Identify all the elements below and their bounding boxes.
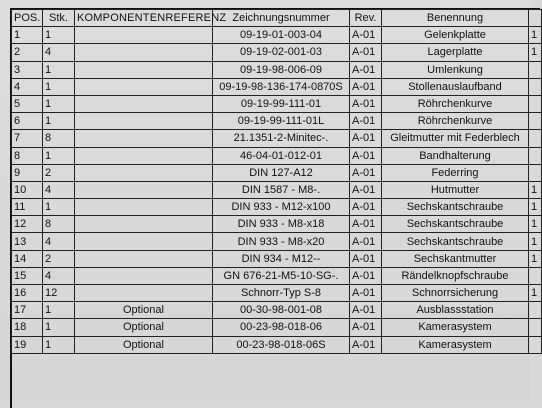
cell-zeichnungsnummer[interactable]: DIN 127-A12 bbox=[213, 164, 350, 181]
cell-extra[interactable] bbox=[529, 267, 542, 284]
cell-stk[interactable]: 4 bbox=[43, 181, 75, 198]
cell-benennung[interactable]: Kamerasystem bbox=[382, 336, 529, 353]
header-rev[interactable]: Rev. bbox=[350, 10, 382, 27]
cell-stk[interactable]: 1 bbox=[43, 302, 75, 319]
cell-pos[interactable]: 6 bbox=[12, 113, 43, 130]
cell-rev[interactable]: A-01 bbox=[350, 250, 382, 267]
cell-extra[interactable]: 1 bbox=[529, 27, 542, 44]
table-row[interactable] bbox=[12, 61, 542, 78]
cell-pos[interactable]: 15 bbox=[12, 267, 43, 284]
cell-pos[interactable]: 19 bbox=[12, 336, 43, 353]
table-body bbox=[12, 27, 542, 354]
cell-benennung[interactable]: Röhrchenkurve bbox=[382, 113, 529, 130]
cell-komponentenreferenz[interactable] bbox=[75, 61, 213, 78]
table-row[interactable] bbox=[12, 164, 542, 181]
cell-benennung[interactable]: Sechskantschraube bbox=[382, 233, 529, 250]
cell-benennung[interactable]: Lagerplatte bbox=[382, 44, 529, 61]
cell-extra[interactable]: 1 bbox=[529, 199, 542, 216]
cell-rev[interactable]: A-01 bbox=[350, 164, 382, 181]
cell-pos[interactable]: 11 bbox=[12, 199, 43, 216]
header-komponentenreferenz[interactable]: KOMPONENTENREFERENZ bbox=[75, 10, 213, 27]
cell-stk[interactable]: 4 bbox=[43, 233, 75, 250]
cell-rev[interactable]: A-01 bbox=[350, 267, 382, 284]
cell-stk[interactable]: 1 bbox=[43, 199, 75, 216]
cell-zeichnungsnummer[interactable]: 09-19-99-111-01L bbox=[213, 113, 350, 130]
cell-zeichnungsnummer[interactable]: DIN 933 - M12-x100 bbox=[213, 199, 350, 216]
cell-rev[interactable]: A-01 bbox=[350, 130, 382, 147]
cell-benennung[interactable]: Gleitmutter mit Federblech bbox=[382, 130, 529, 147]
cell-komponentenreferenz[interactable] bbox=[75, 267, 213, 284]
cell-stk[interactable]: 1 bbox=[43, 113, 75, 130]
table-row[interactable] bbox=[12, 95, 542, 112]
cell-rev[interactable]: A-01 bbox=[350, 233, 382, 250]
cell-pos[interactable]: 8 bbox=[12, 147, 43, 164]
cell-rev[interactable]: A-01 bbox=[350, 78, 382, 95]
cell-extra[interactable]: 1 bbox=[529, 216, 542, 233]
cell-komponentenreferenz[interactable] bbox=[75, 181, 213, 198]
cell-pos[interactable]: 2 bbox=[12, 44, 43, 61]
cell-zeichnungsnummer[interactable]: 09-19-98-006-09 bbox=[213, 61, 350, 78]
cell-extra[interactable]: 1 bbox=[529, 44, 542, 61]
cell-pos[interactable]: 13 bbox=[12, 233, 43, 250]
cell-extra[interactable] bbox=[529, 113, 542, 130]
cell-benennung[interactable]: Röhrchenkurve bbox=[382, 95, 529, 112]
cell-extra[interactable]: 1 bbox=[529, 285, 542, 302]
cell-komponentenreferenz[interactable] bbox=[75, 199, 213, 216]
cell-rev[interactable]: A-01 bbox=[350, 61, 382, 78]
cell-extra[interactable] bbox=[529, 336, 542, 353]
cell-stk[interactable]: 1 bbox=[43, 27, 75, 44]
table-row[interactable] bbox=[12, 78, 542, 95]
cell-komponentenreferenz[interactable]: Optional bbox=[75, 302, 213, 319]
cell-komponentenreferenz[interactable] bbox=[75, 44, 213, 61]
cell-benennung[interactable]: Hutmutter bbox=[382, 181, 529, 198]
cell-rev[interactable]: A-01 bbox=[350, 302, 382, 319]
table-row[interactable] bbox=[12, 44, 542, 61]
cell-pos[interactable]: 16 bbox=[12, 285, 43, 302]
cell-extra[interactable] bbox=[529, 319, 542, 336]
bill-of-materials-table bbox=[11, 9, 542, 354]
cell-pos[interactable]: 3 bbox=[12, 61, 43, 78]
cell-pos[interactable]: 14 bbox=[12, 250, 43, 267]
cell-komponentenreferenz[interactable] bbox=[75, 147, 213, 164]
cell-zeichnungsnummer[interactable]: DIN 933 - M8-x20 bbox=[213, 233, 350, 250]
header-benennung[interactable]: Benennung bbox=[382, 10, 529, 27]
cell-zeichnungsnummer[interactable]: 09-19-99-111-01 bbox=[213, 95, 350, 112]
cell-benennung[interactable]: Kamerasystem bbox=[382, 319, 529, 336]
cell-zeichnungsnummer[interactable]: 09-19-01-003-04 bbox=[213, 27, 350, 44]
table-row[interactable] bbox=[12, 199, 542, 216]
cell-rev[interactable]: A-01 bbox=[350, 95, 382, 112]
cell-extra[interactable] bbox=[529, 302, 542, 319]
cell-benennung[interactable]: Sechskantschraube bbox=[382, 216, 529, 233]
cell-komponentenreferenz[interactable] bbox=[75, 27, 213, 44]
cell-extra[interactable] bbox=[529, 130, 542, 147]
cell-stk[interactable]: 1 bbox=[43, 78, 75, 95]
cell-pos[interactable]: 12 bbox=[12, 216, 43, 233]
cell-pos[interactable]: 10 bbox=[12, 181, 43, 198]
cell-pos[interactable]: 1 bbox=[12, 27, 43, 44]
cell-komponentenreferenz[interactable] bbox=[75, 216, 213, 233]
header-pos[interactable]: POS. bbox=[12, 10, 43, 27]
cell-rev[interactable]: A-01 bbox=[350, 199, 382, 216]
cell-rev[interactable]: A-01 bbox=[350, 113, 382, 130]
cell-stk[interactable]: 8 bbox=[43, 216, 75, 233]
cell-zeichnungsnummer[interactable]: 21.1351-2-Minitec-. bbox=[213, 130, 350, 147]
cell-komponentenreferenz[interactable] bbox=[75, 95, 213, 112]
cell-benennung[interactable]: Sechskantmutter bbox=[382, 250, 529, 267]
cell-stk[interactable]: 2 bbox=[43, 250, 75, 267]
cell-rev[interactable]: A-01 bbox=[350, 27, 382, 44]
cell-komponentenreferenz[interactable] bbox=[75, 164, 213, 181]
cell-extra[interactable]: 1 bbox=[529, 181, 542, 198]
cell-extra[interactable] bbox=[529, 147, 542, 164]
cell-rev[interactable]: A-01 bbox=[350, 147, 382, 164]
cell-extra[interactable] bbox=[529, 61, 542, 78]
header-extra bbox=[529, 10, 542, 27]
table-row[interactable] bbox=[12, 336, 542, 353]
cell-benennung[interactable]: Bandhalterung bbox=[382, 147, 529, 164]
cell-rev[interactable]: A-01 bbox=[350, 216, 382, 233]
cell-benennung[interactable]: Rändelknopfschraube bbox=[382, 267, 529, 284]
cell-zeichnungsnummer[interactable]: GN 676-21-M5-10-SG-. bbox=[213, 267, 350, 284]
cell-komponentenreferenz[interactable]: Optional bbox=[75, 319, 213, 336]
cell-rev[interactable]: A-01 bbox=[350, 336, 382, 353]
cell-rev[interactable]: A-01 bbox=[350, 285, 382, 302]
cell-stk[interactable]: 1 bbox=[43, 95, 75, 112]
cell-stk[interactable]: 1 bbox=[43, 147, 75, 164]
cell-stk[interactable]: 4 bbox=[43, 267, 75, 284]
table-row[interactable] bbox=[12, 130, 542, 147]
cell-komponentenreferenz[interactable] bbox=[75, 113, 213, 130]
table-row[interactable] bbox=[12, 147, 542, 164]
table-row[interactable] bbox=[12, 27, 542, 44]
cell-zeichnungsnummer[interactable]: 46-04-01-012-01 bbox=[213, 147, 350, 164]
cell-pos[interactable]: 4 bbox=[12, 78, 43, 95]
table-row[interactable] bbox=[12, 250, 542, 267]
cell-komponentenreferenz[interactable] bbox=[75, 130, 213, 147]
cell-pos[interactable]: 17 bbox=[12, 302, 43, 319]
cell-stk[interactable]: 8 bbox=[43, 130, 75, 147]
cell-zeichnungsnummer[interactable]: Schnorr-Typ S-8 bbox=[213, 285, 350, 302]
cell-rev[interactable]: A-01 bbox=[350, 44, 382, 61]
cell-zeichnungsnummer[interactable]: DIN 934 - M12-- bbox=[213, 250, 350, 267]
table-row[interactable] bbox=[12, 216, 542, 233]
cell-pos[interactable]: 5 bbox=[12, 95, 43, 112]
table-row[interactable] bbox=[12, 267, 542, 284]
cell-pos[interactable]: 9 bbox=[12, 164, 43, 181]
cell-pos[interactable]: 7 bbox=[12, 130, 43, 147]
cell-zeichnungsnummer[interactable]: 00-30-98-001-08 bbox=[213, 302, 350, 319]
cell-benennung[interactable]: Federring bbox=[382, 164, 529, 181]
cell-stk[interactable]: 1 bbox=[43, 61, 75, 78]
header-stk[interactable]: Stk. bbox=[43, 10, 75, 27]
cell-zeichnungsnummer[interactable]: DIN 1587 - M8-. bbox=[213, 181, 350, 198]
cell-komponentenreferenz[interactable]: Optional bbox=[75, 336, 213, 353]
table-row[interactable] bbox=[12, 319, 542, 336]
cell-stk[interactable]: 1 bbox=[43, 319, 75, 336]
cell-zeichnungsnummer[interactable]: 00-23-98-018-06 bbox=[213, 319, 350, 336]
cell-benennung[interactable]: Schnorrsicherung bbox=[382, 285, 529, 302]
cell-komponentenreferenz[interactable] bbox=[75, 250, 213, 267]
table-header-row bbox=[12, 10, 542, 27]
cell-komponentenreferenz[interactable] bbox=[75, 78, 213, 95]
header-zeichnungsnummer[interactable]: Zeichnungsnummer bbox=[213, 10, 350, 27]
cell-zeichnungsnummer[interactable]: DIN 933 - M8-x18 bbox=[213, 216, 350, 233]
cell-rev[interactable]: A-01 bbox=[350, 181, 382, 198]
cell-extra[interactable] bbox=[529, 95, 542, 112]
cell-stk[interactable]: 2 bbox=[43, 164, 75, 181]
cell-zeichnungsnummer[interactable]: 09-19-98-136-174-0870S bbox=[213, 78, 350, 95]
cell-extra[interactable] bbox=[529, 78, 542, 95]
table-row[interactable] bbox=[12, 233, 542, 250]
cell-stk[interactable]: 1 bbox=[43, 336, 75, 353]
cell-extra[interactable] bbox=[529, 164, 542, 181]
cell-rev[interactable]: A-01 bbox=[350, 319, 382, 336]
table-row[interactable] bbox=[12, 181, 542, 198]
cell-benennung[interactable]: Sechskantschraube bbox=[382, 199, 529, 216]
cell-extra[interactable]: 1 bbox=[529, 233, 542, 250]
cell-benennung[interactable]: Stollenauslaufband bbox=[382, 78, 529, 95]
table-row[interactable] bbox=[12, 285, 542, 302]
cell-benennung[interactable]: Ausblassstation bbox=[382, 302, 529, 319]
cell-benennung[interactable]: Gelenkplatte bbox=[382, 27, 529, 44]
table-row[interactable] bbox=[12, 113, 542, 130]
cell-pos[interactable]: 18 bbox=[12, 319, 43, 336]
cell-zeichnungsnummer[interactable]: 09-19-02-001-03 bbox=[213, 44, 350, 61]
cell-komponentenreferenz[interactable] bbox=[75, 285, 213, 302]
cell-stk[interactable]: 12 bbox=[43, 285, 75, 302]
cell-benennung[interactable]: Umlenkung bbox=[382, 61, 529, 78]
cell-stk[interactable]: 4 bbox=[43, 44, 75, 61]
cell-komponentenreferenz[interactable] bbox=[75, 233, 213, 250]
cell-extra[interactable]: 1 bbox=[529, 250, 542, 267]
table-row[interactable] bbox=[12, 302, 542, 319]
cell-zeichnungsnummer[interactable]: 00-23-98-018-06S bbox=[213, 336, 350, 353]
